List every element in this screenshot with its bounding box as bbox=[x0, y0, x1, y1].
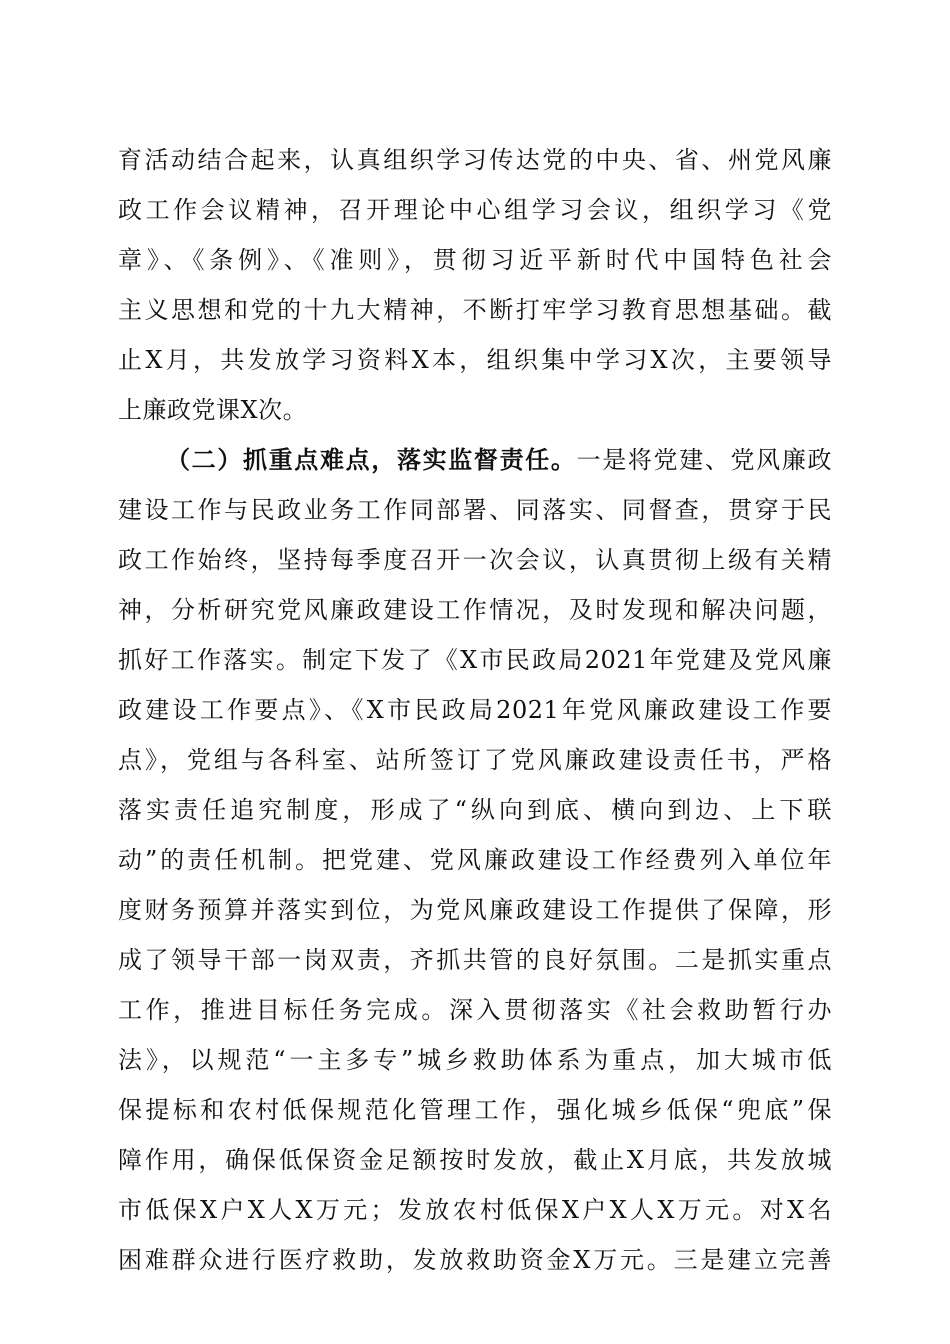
paragraph-line: 章》、《条例》、《准则》，贯彻习近平新时代中国特色社会 bbox=[118, 246, 832, 274]
paragraph-line-rest: 一是将党建、党风廉政 bbox=[576, 446, 833, 474]
paragraph-line: 工作，推进目标任务完成。深入贯彻落实《社会救助暂行办 bbox=[118, 996, 832, 1024]
section-heading: （二）抓重点难点，落实监督责任。 bbox=[166, 445, 577, 474]
paragraph-line: 成了领导干部一岗双责，齐抓共管的良好氛围。二是抓实重点 bbox=[118, 946, 832, 974]
paragraph-line: 市低保X户X人X万元；发放农村低保X户X人X万元。对X名 bbox=[118, 1196, 832, 1224]
paragraph-line: 政工作始终，坚持每季度召开一次会议，认真贯彻上级有关精 bbox=[118, 546, 832, 574]
paragraph-line: 政工作会议精神，召开理论中心组学习会议，组织学习《党 bbox=[118, 196, 832, 224]
paragraph-line: 困难群众进行医疗救助，发放救助资金X万元。三是建立完善 bbox=[118, 1246, 832, 1274]
paragraph-line: 上廉政党课X次。 bbox=[118, 396, 308, 424]
paragraph-line: 度财务预算并落实到位，为党风廉政建设工作提供了保障，形 bbox=[118, 896, 832, 924]
paragraph-line: 落实责任追究制度，形成了“纵向到底、横向到边、上下联 bbox=[118, 796, 832, 824]
section-heading-line bbox=[166, 440, 832, 480]
paragraph-line: 神，分析研究党风廉政建设工作情况，及时发现和解决问题， bbox=[118, 596, 832, 624]
paragraph-line: 建设工作与民政业务工作同部署、同落实、同督查，贯穿于民 bbox=[118, 496, 832, 524]
paragraph-line: 主义思想和党的十九大精神，不断打牢学习教育思想基础。截 bbox=[118, 296, 832, 324]
paragraph-line: 育活动结合起来，认真组织学习传达党的中央、省、州党风廉 bbox=[118, 146, 832, 174]
paragraph-line: 保提标和农村低保规范化管理工作，强化城乡低保“兜底”保 bbox=[118, 1096, 832, 1124]
paragraph-line: 政建设工作要点》、《X市民政局2021年党风廉政建设工作要 bbox=[118, 696, 832, 724]
paragraph-line: 动”的责任机制。把党建、党风廉政建设工作经费列入单位年 bbox=[118, 846, 832, 874]
paragraph-line: 抓好工作落实。制定下发了《X市民政局2021年党建及党风廉 bbox=[118, 646, 832, 674]
paragraph-line: 障作用，确保低保资金足额按时发放，截止X月底，共发放城 bbox=[118, 1146, 832, 1174]
paragraph-line: 止X月，共发放学习资料X本，组织集中学习X次，主要领导 bbox=[118, 346, 832, 374]
paragraph-line: 法》，以规范“一主多专”城乡救助体系为重点，加大城市低 bbox=[118, 1046, 832, 1074]
paragraph-line: 点》，党组与各科室、站所签订了党风廉政建设责任书，严格 bbox=[118, 746, 832, 774]
